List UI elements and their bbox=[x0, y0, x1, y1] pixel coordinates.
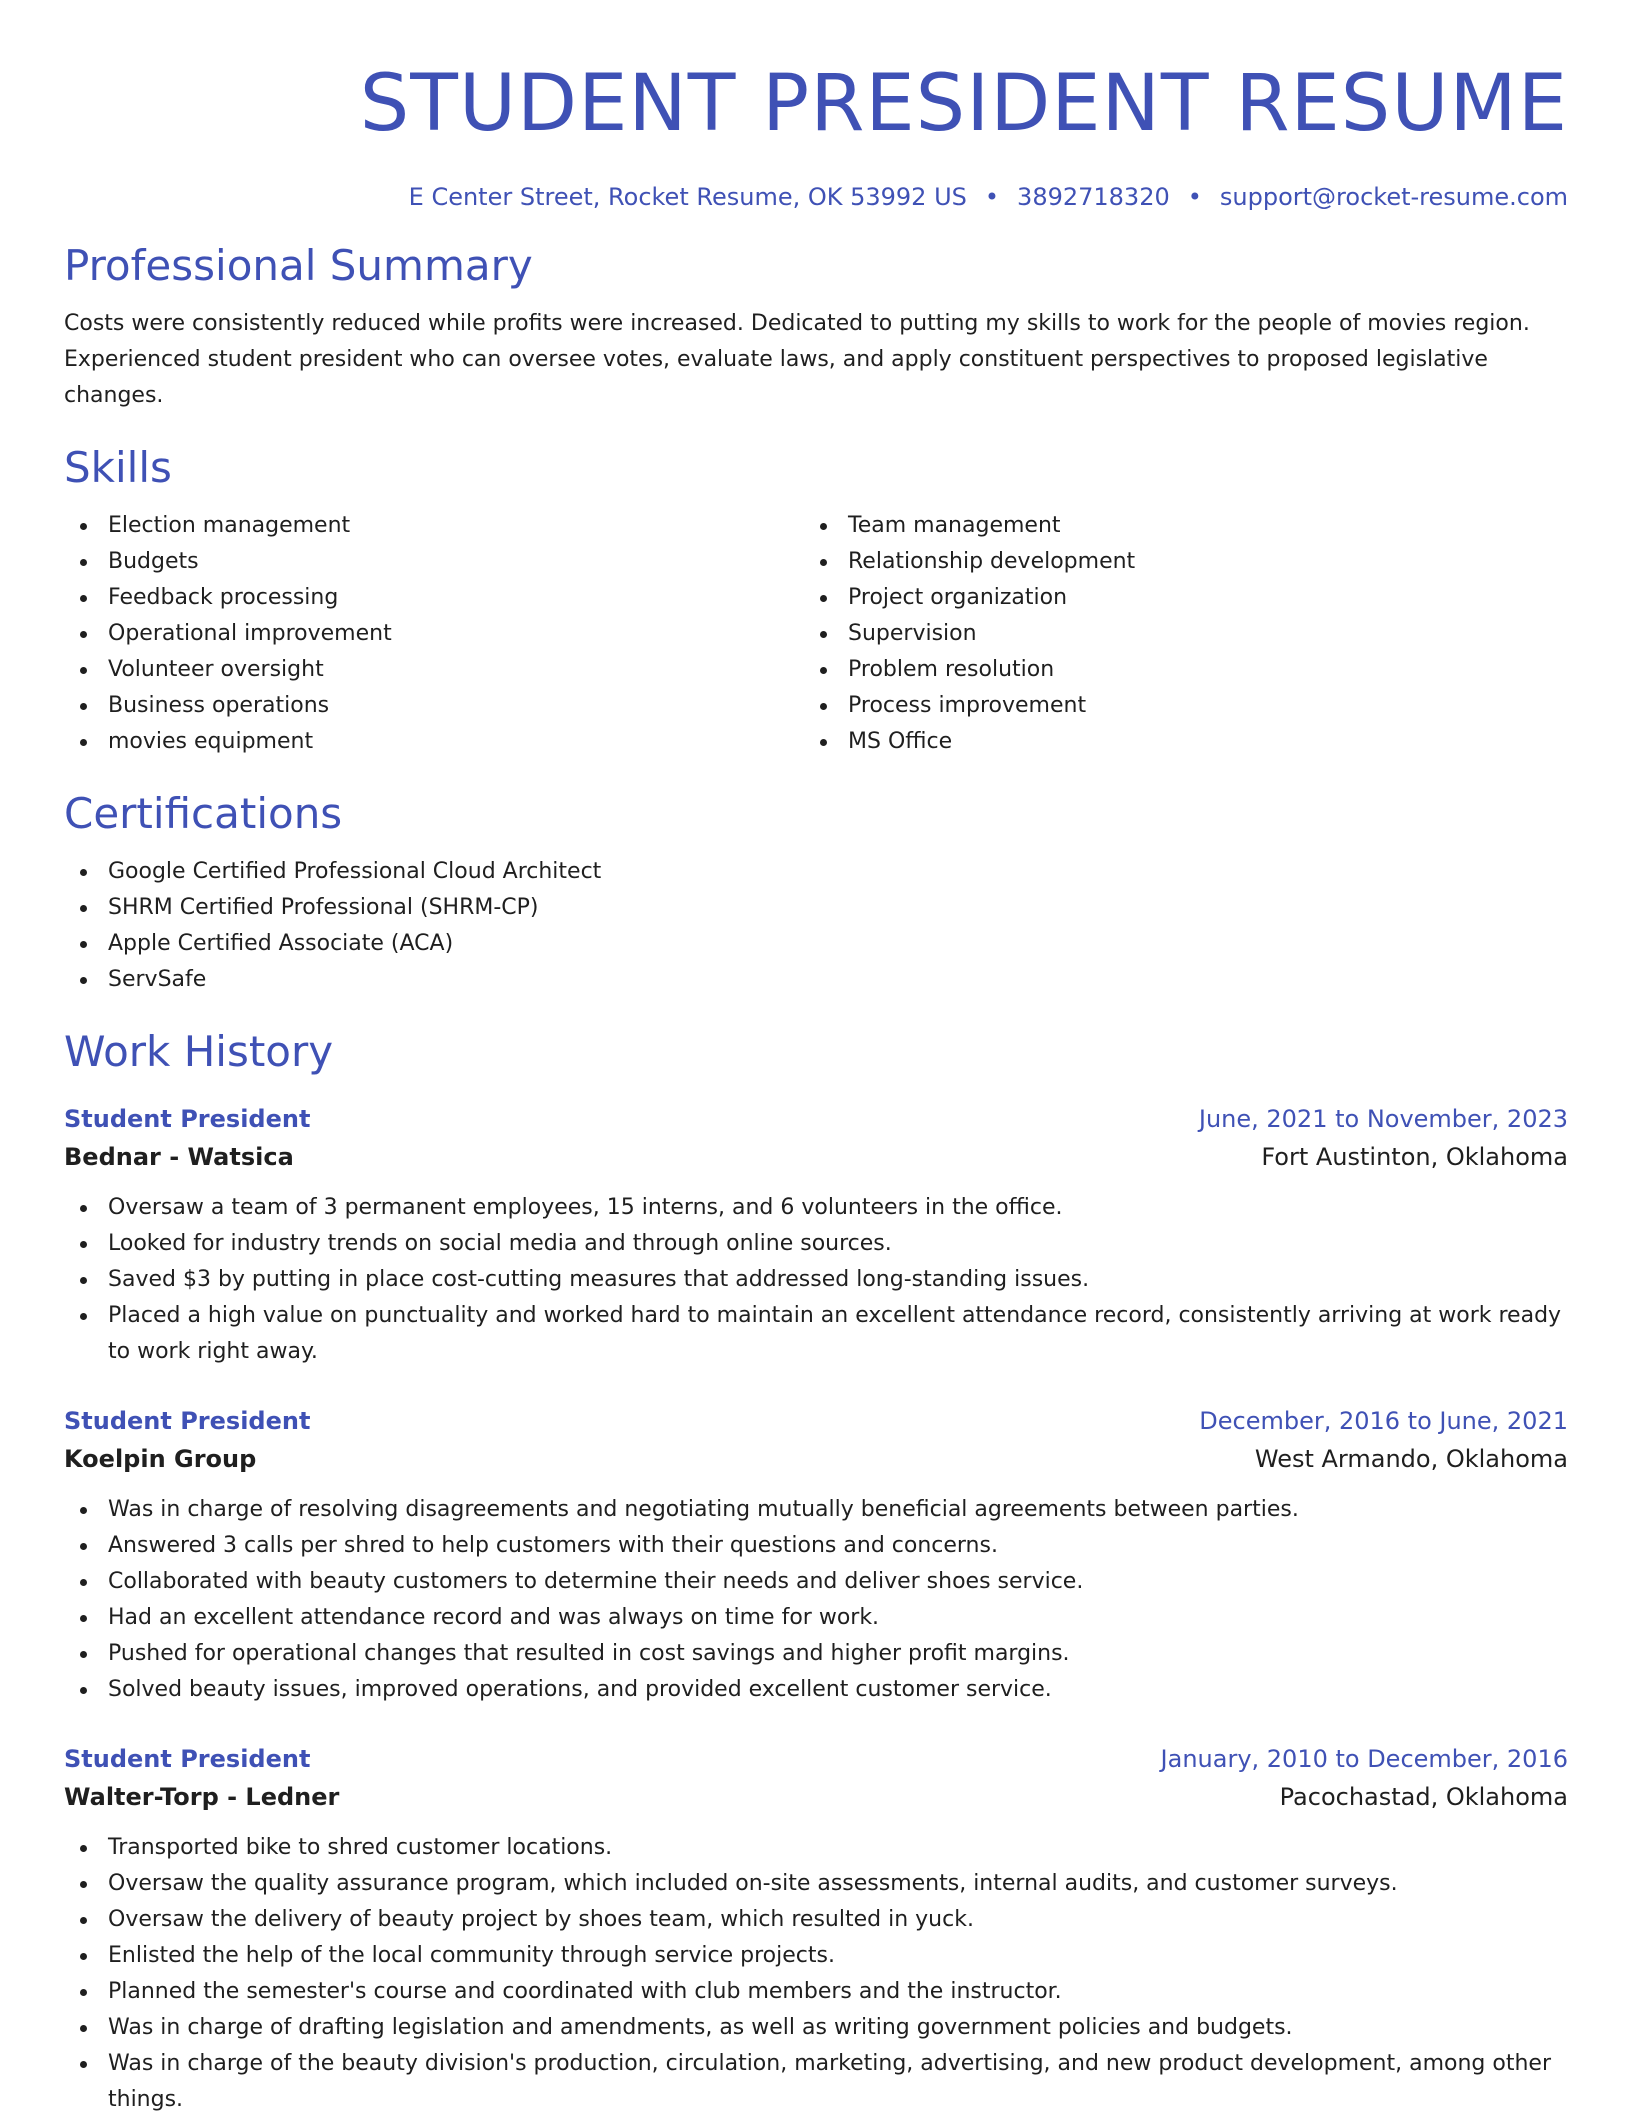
job-bullet: Enlisted the help of the local community through service projects. bbox=[64, 1938, 1568, 1974]
job-entry bbox=[64, 1402, 1568, 1708]
job-bullet: Was in charge of the beauty division's production, circulation, marketing, advertising, and new product development, among other things. bbox=[64, 2046, 1568, 2118]
job-company-row bbox=[64, 1778, 1568, 1816]
skill-item: Budgets bbox=[64, 544, 804, 580]
certification-item: Apple Certified Associate (ACA) bbox=[64, 926, 1568, 962]
contact-email: support@rocket-resume.com bbox=[1219, 183, 1568, 211]
skill-item: movies equipment bbox=[64, 724, 804, 760]
job-header-row bbox=[64, 1740, 1568, 1778]
job-header-row bbox=[64, 1402, 1568, 1440]
job-entry bbox=[64, 1100, 1568, 1370]
certification-item: Google Certified Professional Cloud Architect bbox=[64, 854, 1568, 890]
contact-line bbox=[64, 182, 1568, 212]
certification-item: SHRM Certified Professional (SHRM-CP) bbox=[64, 890, 1568, 926]
job-company-row bbox=[64, 1138, 1568, 1176]
job-bullets bbox=[64, 1492, 1568, 1708]
skill-item: Operational improvement bbox=[64, 616, 804, 652]
job-bullet: Was in charge of drafting legislation and amendments, as well as writing government policies and budgets. bbox=[64, 2010, 1568, 2046]
skill-item: Election management bbox=[64, 508, 804, 544]
job-company: Bednar - Watsica bbox=[64, 1143, 294, 1171]
job-bullet: Placed a high value on punctuality and worked hard to maintain an excellent attendance record, consistently arriving at work ready to work right away. bbox=[64, 1298, 1568, 1370]
job-location: West Armando, Oklahoma bbox=[1254, 1445, 1568, 1473]
certification-item: ServSafe bbox=[64, 962, 1568, 998]
resume-title: STUDENT PRESIDENT RESUME bbox=[359, 59, 1568, 149]
job-bullet: Looked for industry trends on social media and through online sources. bbox=[64, 1226, 1568, 1262]
job-bullet: Pushed for operational changes that resulted in cost savings and higher profit margins. bbox=[64, 1636, 1568, 1672]
summary-heading: Professional Summary bbox=[64, 241, 533, 290]
skill-item: Business operations bbox=[64, 688, 804, 724]
job-bullet: Planned the semester's course and coordinated with club members and the instructor. bbox=[64, 1974, 1568, 2010]
skill-item: Problem resolution bbox=[804, 652, 1544, 688]
summary-line: Costs were consistently reduced while profits were increased. Dedicated to putting my skills to work for the people of movies region. bbox=[64, 311, 1530, 336]
job-location: Pacochastad, Oklahoma bbox=[1279, 1783, 1568, 1811]
job-company: Koelpin Group bbox=[64, 1445, 257, 1473]
skills-grid bbox=[64, 508, 1568, 760]
certifications-heading: Certifications bbox=[64, 789, 343, 838]
skill-item: Volunteer oversight bbox=[64, 652, 804, 688]
contact-separator: • bbox=[984, 183, 1000, 211]
summary-text bbox=[64, 306, 1568, 414]
job-bullets bbox=[64, 1830, 1568, 2118]
skill-item: Relationship development bbox=[804, 544, 1544, 580]
skill-item: Supervision bbox=[804, 616, 1544, 652]
job-entry bbox=[64, 1740, 1568, 2118]
job-title: Student President bbox=[64, 1745, 311, 1773]
work-history-heading: Work History bbox=[64, 1027, 334, 1076]
skills-list-right bbox=[804, 508, 1544, 760]
job-dates: June, 2021 to November, 2023 bbox=[1198, 1105, 1568, 1133]
job-bullet: Oversaw the quality assurance program, which included on-site assessments, internal audits, and customer surveys. bbox=[64, 1866, 1568, 1902]
job-bullet: Oversaw a team of 3 permanent employees, 15 interns, and 6 volunteers in the office. bbox=[64, 1190, 1568, 1226]
job-dates: January, 2010 to December, 2016 bbox=[1160, 1745, 1568, 1773]
job-title: Student President bbox=[64, 1407, 311, 1435]
skills-heading: Skills bbox=[64, 443, 172, 492]
job-bullet: Solved beauty issues, improved operations, and provided excellent customer service. bbox=[64, 1672, 1568, 1708]
job-title: Student President bbox=[64, 1105, 311, 1133]
job-company: Walter-Torp - Ledner bbox=[64, 1783, 340, 1811]
certifications-list bbox=[64, 854, 1568, 998]
job-location: Fort Austinton, Oklahoma bbox=[1261, 1143, 1568, 1171]
job-bullet: Oversaw the delivery of beauty project by shoes team, which resulted in yuck. bbox=[64, 1902, 1568, 1938]
job-bullet: Had an excellent attendance record and was always on time for work. bbox=[64, 1600, 1568, 1636]
job-bullet: Transported bike to shred customer locations. bbox=[64, 1830, 1568, 1866]
summary-line: Experienced student president who can oversee votes, evaluate laws, and apply constituent perspectives to proposed legislative changes. bbox=[64, 347, 1488, 408]
job-dates: December, 2016 to June, 2021 bbox=[1199, 1407, 1568, 1435]
skill-item: MS Office bbox=[804, 724, 1544, 760]
job-bullet: Was in charge of resolving disagreements and negotiating mutually beneficial agreements between parties. bbox=[64, 1492, 1568, 1528]
contact-address: E Center Street, Rocket Resume, OK 53992 US bbox=[408, 183, 967, 211]
contact-phone: 3892718320 bbox=[1017, 183, 1170, 211]
job-company-row bbox=[64, 1440, 1568, 1478]
job-bullets bbox=[64, 1190, 1568, 1370]
job-bullet: Saved $3 by putting in place cost-cutting measures that addressed long-standing issues. bbox=[64, 1262, 1568, 1298]
contact-separator: • bbox=[1187, 183, 1202, 211]
job-bullet: Collaborated with beauty customers to determine their needs and deliver shoes service. bbox=[64, 1564, 1568, 1600]
skill-item: Team management bbox=[804, 508, 1544, 544]
skill-item: Process improvement bbox=[804, 688, 1544, 724]
job-header-row bbox=[64, 1100, 1568, 1138]
skill-item: Feedback processing bbox=[64, 580, 804, 616]
skill-item: Project organization bbox=[804, 580, 1544, 616]
job-bullet: Answered 3 calls per shred to help customers with their questions and concerns. bbox=[64, 1528, 1568, 1564]
skills-list-left bbox=[64, 508, 804, 760]
